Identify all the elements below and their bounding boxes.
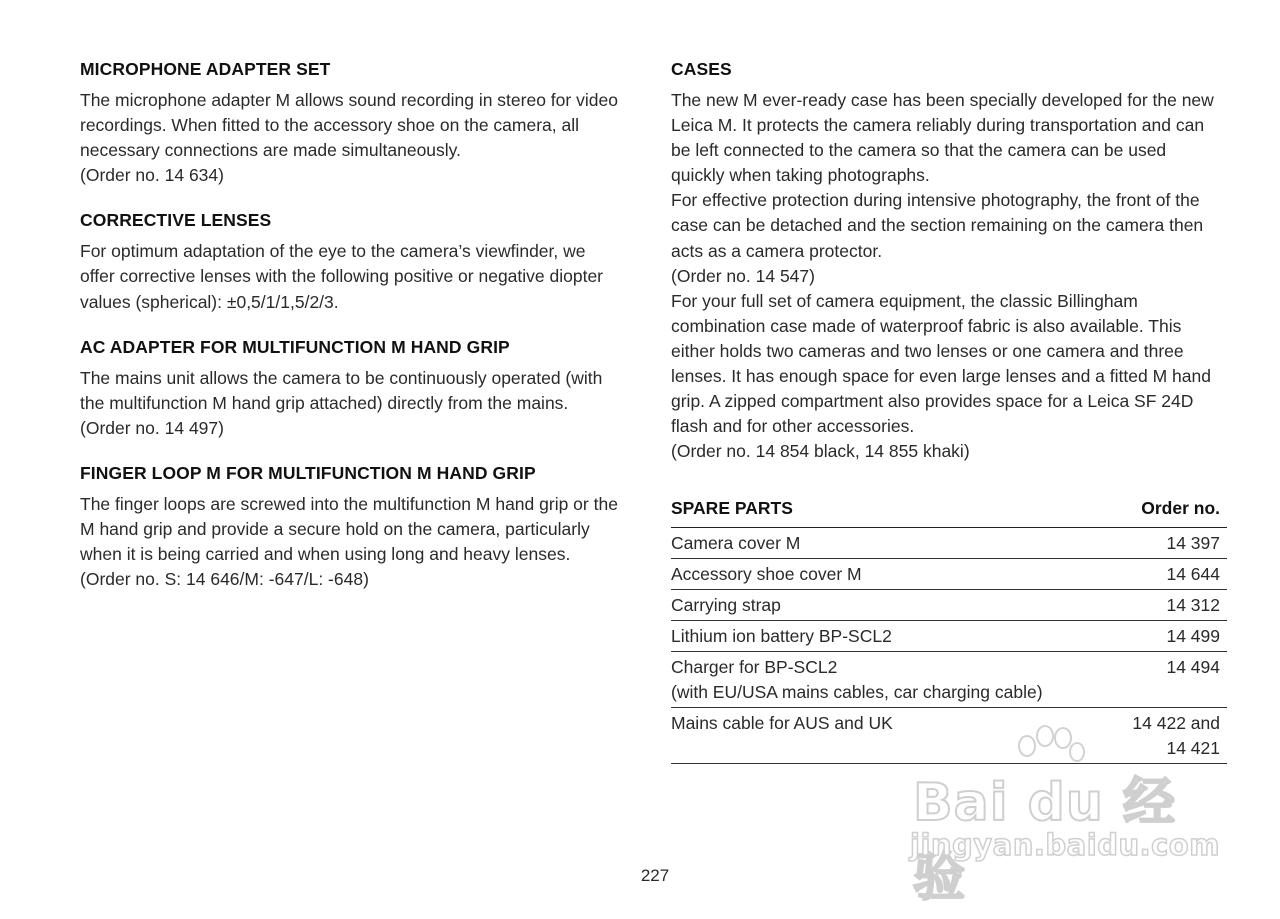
baidu-watermark [905, 720, 1220, 908]
table-row [671, 528, 1227, 559]
watermark-url: jingyan.baidu.com [910, 828, 1220, 862]
table-row [671, 652, 1227, 708]
order-number: 14 312 [1116, 590, 1227, 621]
section-body: The microphone adapter M allows sound recording in stereo for video recordings. When fitted to the accessory shoe on the camera, all necessary connections are made simultaneously. (Order no. 14 634) [80, 90, 618, 186]
spare-parts-header: SPARE PARTS [671, 497, 1116, 528]
watermark-brand: Bai du 经验 [913, 773, 1176, 908]
section-body: The new M ever-ready case has been specially developed for the new Leica M. It protects the camera reliably during transportation and can be left connected to the camera so that the camera can be used quickly when taking photographs. For effective protection during intensive photography, the front of the case can be detached and the section remaining on the camera then acts as a camera protector. (Order no. 14 547) For your full set of camera equipment, the classic Billingham combination case made of waterproof fabric is also available. This either holds two cameras and two lenses or one camera and three lenses. It has enough space for even large lenses and a fitted M hand grip. A zipped compartment also provides space for a Leica SF 24D flash and for other accessories. (Order no. 14 854 black, 14 855 khaki) [671, 90, 1214, 462]
order-no-header: Order no. [1116, 497, 1227, 528]
microphone-adapter-section [80, 58, 640, 188]
ac-adapter-section [80, 336, 640, 441]
table-row [671, 559, 1227, 590]
section-body: For optimum adaptation of the eye to the camera’s viewfinder, we offer corrective lenses with the following positive or negative diopter values (spherical): ±0,5/1/1,5/2/3. [80, 241, 604, 312]
part-note: (with EU/USA mains cables, car charging cable) [671, 682, 1043, 702]
order-number: 14 644 [1116, 559, 1227, 590]
section-body: The mains unit allows the camera to be continuously operated (with the multifunction M hand grip attached) directly from the mains. (Order no. 14 497) [80, 367, 603, 438]
finger-loop-section [80, 462, 640, 592]
part-name: Carrying strap [671, 590, 1116, 621]
order-number: 14 422 and [1132, 713, 1220, 733]
part-name: Camera cover M [671, 528, 1116, 559]
corrective-lenses-section [80, 209, 640, 314]
cases-section [671, 58, 1227, 464]
section-heading: CASES [671, 59, 732, 79]
table-row [671, 621, 1227, 652]
left-column [80, 58, 640, 613]
order-number: 14 499 [1116, 621, 1227, 652]
part-name: Mains cable for AUS and UK [671, 708, 1116, 764]
section-heading: AC ADAPTER FOR MULTIFUNCTION M HAND GRIP [80, 336, 510, 357]
section-heading: FINGER LOOP M FOR MULTIFUNCTION M HAND GRIP [80, 462, 536, 483]
part-name: Lithium ion battery BP-SCL2 [671, 621, 1116, 652]
section-heading: CORRECTIVE LENSES [80, 210, 272, 231]
part-name: Charger for BP-SCL2 [671, 657, 838, 677]
table-header-row [671, 497, 1227, 528]
order-number: 14 421 [1166, 738, 1220, 758]
section-heading: MICROPHONE ADAPTER SET [80, 59, 331, 79]
section-body: The finger loops are screwed into the multifunction M hand grip or the M hand grip and provide a secure hold on the camera, particularly when it is being carried and when using long and heavy lenses. (Order no. S: 14 646/M: -647/L: -648) [80, 493, 618, 590]
part-name: Accessory shoe cover M [671, 559, 1116, 590]
table-row [671, 590, 1227, 621]
order-number: 14 397 [1116, 528, 1227, 559]
order-number: 14 494 [1116, 652, 1227, 708]
part-name-cell [671, 652, 1116, 708]
page-number: 227 [640, 866, 670, 885]
right-column [671, 58, 1227, 485]
